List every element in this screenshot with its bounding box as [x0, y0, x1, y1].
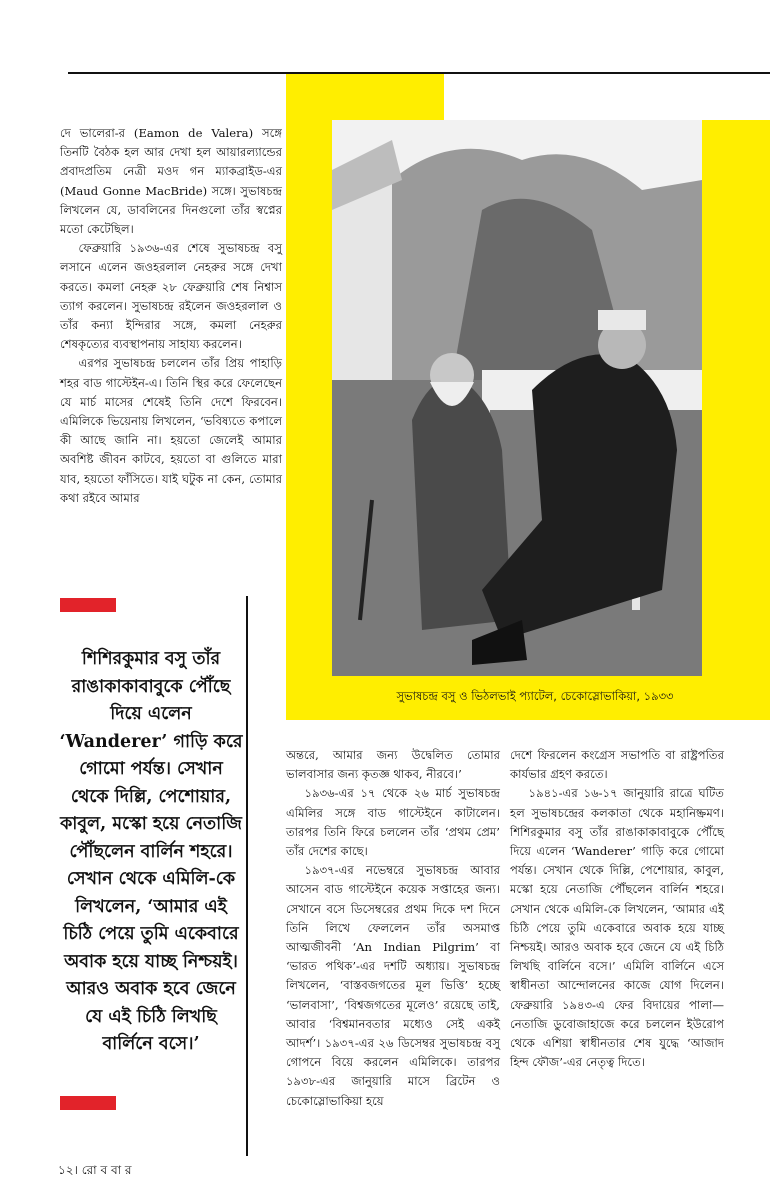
paragraph: ১৯৩৭-এর নভেম্বরে সুভাষচন্দ্র আবার আসেন বাড গাস্টেইনে কয়েক সপ্তাহের জন্য। সেখানে বসে ডিসেম্বরের প্রথম দিকে দশ দিনে তিনি লিখে ফেললেন তাঁর অসমাপ্ত আত্মজীবনী ‘An Indian Pilgrim’ বা ‘ভারত পথিক’-এর দশটি অধ্যায়। সুভাষচন্দ্র লিখলেন, ‘বাস্তবজগতের মূল ভিত্তি’ হচ্ছে ‘ভালবাসা’, ‘বিশ্বজগতের মূলেও’ রয়েছে তাই, আবার ‘বিশ্বমানবতার মধ্যেও সেই একই আদর্শ’। ১৯৩৭-এর ২৬ ডিসেম্বর সুভাষচন্দ্র বসু গোপনে বিয়ে করলেন এমিলিকে। তারপর ১৯৩৮-এর জানুয়ারি মাসে ব্রিটেন ও চেকোস্লোভাকিয়া হয়ে: [286, 863, 500, 1108]
historical-photo: [332, 120, 702, 676]
article-column-middle: [286, 746, 500, 1111]
photo-illustration: [332, 120, 702, 676]
article-column-left: [60, 124, 282, 508]
article-column-right: [510, 746, 724, 1072]
paragraph: এরপর সুভাষচন্দ্র চললেন তাঁর প্রিয় পাহাড়ি শহর বাড গাস্টেইন-এ। তিনি স্থির করে ফেলেছেন যে মার্চ মাসের শেষেই তিনি দেশে ফিরবেন। এমিলিকে ভিয়েনায় লিখলেন, ‘ভবিষ্যতে কপালে কী আছে জানি না। হয়তো জেলেই আমার অবশিষ্ট জীবন কাটবে, হয়তো বা গুলিতে মারা যাব, হয়তো ফাঁসিতে। যাই ঘটুক না কেন, তোমার কথা রইবে আমার: [60, 356, 282, 505]
paragraph: ফেব্রুয়ারি ১৯৩৬-এর শেষে সুভাষচন্দ্র বসু লসানে এলেন জওহরলাল নেহরুর সঙ্গে দেখা করতে। কমলা নেহরু ২৮ ফেব্রুয়ারি শেষ নিশ্বাস ত্যাগ করলেন। সুভাষচন্দ্র রইলেন জওহরলাল ও তাঁর কন্যা ইন্দিরার সঙ্গে, কমলা নেহরুর শেষকৃত্যের ব্যবস্থাপনায় সাহায্য করলেন।: [60, 241, 282, 352]
yellow-accent-block: [286, 74, 444, 120]
pull-quote-bar-top: [60, 598, 116, 612]
paragraph: দেশে ফিরলেন কংগ্রেস সভাপতি বা রাষ্ট্রপতির কার্যভার গ্রহণ করতে।: [510, 748, 724, 782]
photo-caption: সুভাষচন্দ্র বসু ও ভিঠলভাই প্যাটেল, চেকোস্লোভাকিয়া, ১৯৩৩: [396, 689, 674, 703]
paragraph: ১৯৪১-এর ১৬-১৭ জানুয়ারি রাত্রে ঘটিত হল সুভাষচন্দ্রের কলকাতা থেকে মহানিষ্ক্রমণ। শিশিরকুমার বসু তাঁর রাঙাকাকাবাবুকে পৌঁছে দিয়ে এলেন ‘Wanderer’ গাড়ি করে গোমো পর্যন্ত। সেখান থেকে দিল্লি, পেশোয়ার, কাবুল, মস্কো হয়ে নেতাজি পৌঁছলেন বার্লিন শহরে। সেখান থেকে এমিলি-কে লিখলেন, ‘আমার এই চিঠি পেয়ে তুমি একেবারে অবাক হয়ে যাচ্ছ নিশ্চয়ই। আরও অবাক হবে জেনে যে এই চিঠি লিখছি বার্লিনে বসে।’ এমিলি বার্লিনে এসে স্বাধীনতা আন্দোলনের কাজে যোগ দিলেন। ফেব্রুয়ারি ১৯৪৩-এ ফের বিদায়ের পালা— নেতাজি ডুবোজাহাজে করে চললেন ইউরোপ থেকে এশিয়া স্বাধীনতার শেষ যুদ্ধে ‘আজাদ হিন্দ ফৌজ’-এর নেতৃত্ব দিতে।: [510, 786, 724, 1070]
paragraph: অন্তরে, আমার জন্য উদ্বেলিত তোমার ভালবাসার জন্য কৃতজ্ঞ থাকব, নীরবে।’: [286, 748, 500, 782]
page-footer: ১২। রো ব বা র: [58, 1163, 132, 1177]
pull-quote-bar-bottom: [60, 1096, 116, 1110]
paragraph: ১৯৩৬-এর ১৭ থেকে ২৬ মার্চ সুভাষচন্দ্র এমিলির সঙ্গে বাড গাস্টেইনে কাটালেন। তারপর তিনি ফিরে চললেন তাঁর ‘প্রথম প্রেম’ তাঁর দেশের কাছে।: [286, 786, 500, 859]
paragraph: দে ভালেরা-র (Eamon de Valera) সঙ্গে তিনটি বৈঠক হল আর দেখা হল আয়ারল্যান্ডের প্রবাদপ্রতিম নেত্রী মওদ গন ম্যাকব্রাইড-এর (Maud Gonne MacBride) সঙ্গে। সুভাষচন্দ্র লিখলেন যে, ডাবলিনের দিনগুলো তাঁর স্বপ্নের মতো কেটেছিল।: [60, 126, 282, 237]
pull-quote-text: শিশিরকুমার বসু তাঁর রাঙাকাকাবাবুকে পৌঁছে দিয়ে এলেন ‘Wanderer’ গাড়ি করে গোমো পর্যন্ত। সেখান থেকে দিল্লি, পেশোয়ার, কাবুল, মস্কো হয়ে নেতাজি পৌঁছলেন বার্লিন শহরে। সেখান থেকে এমিলি-কে লিখলেন, ‘আমার এই চিঠি পেয়ে তুমি একেবারে অবাক হয়ে যাচ্ছ নিশ্চয়ই। আরও অবাক হবে জেনে যে এই চিঠি লিখছি বার্লিনে বসে।’: [59, 649, 243, 1054]
